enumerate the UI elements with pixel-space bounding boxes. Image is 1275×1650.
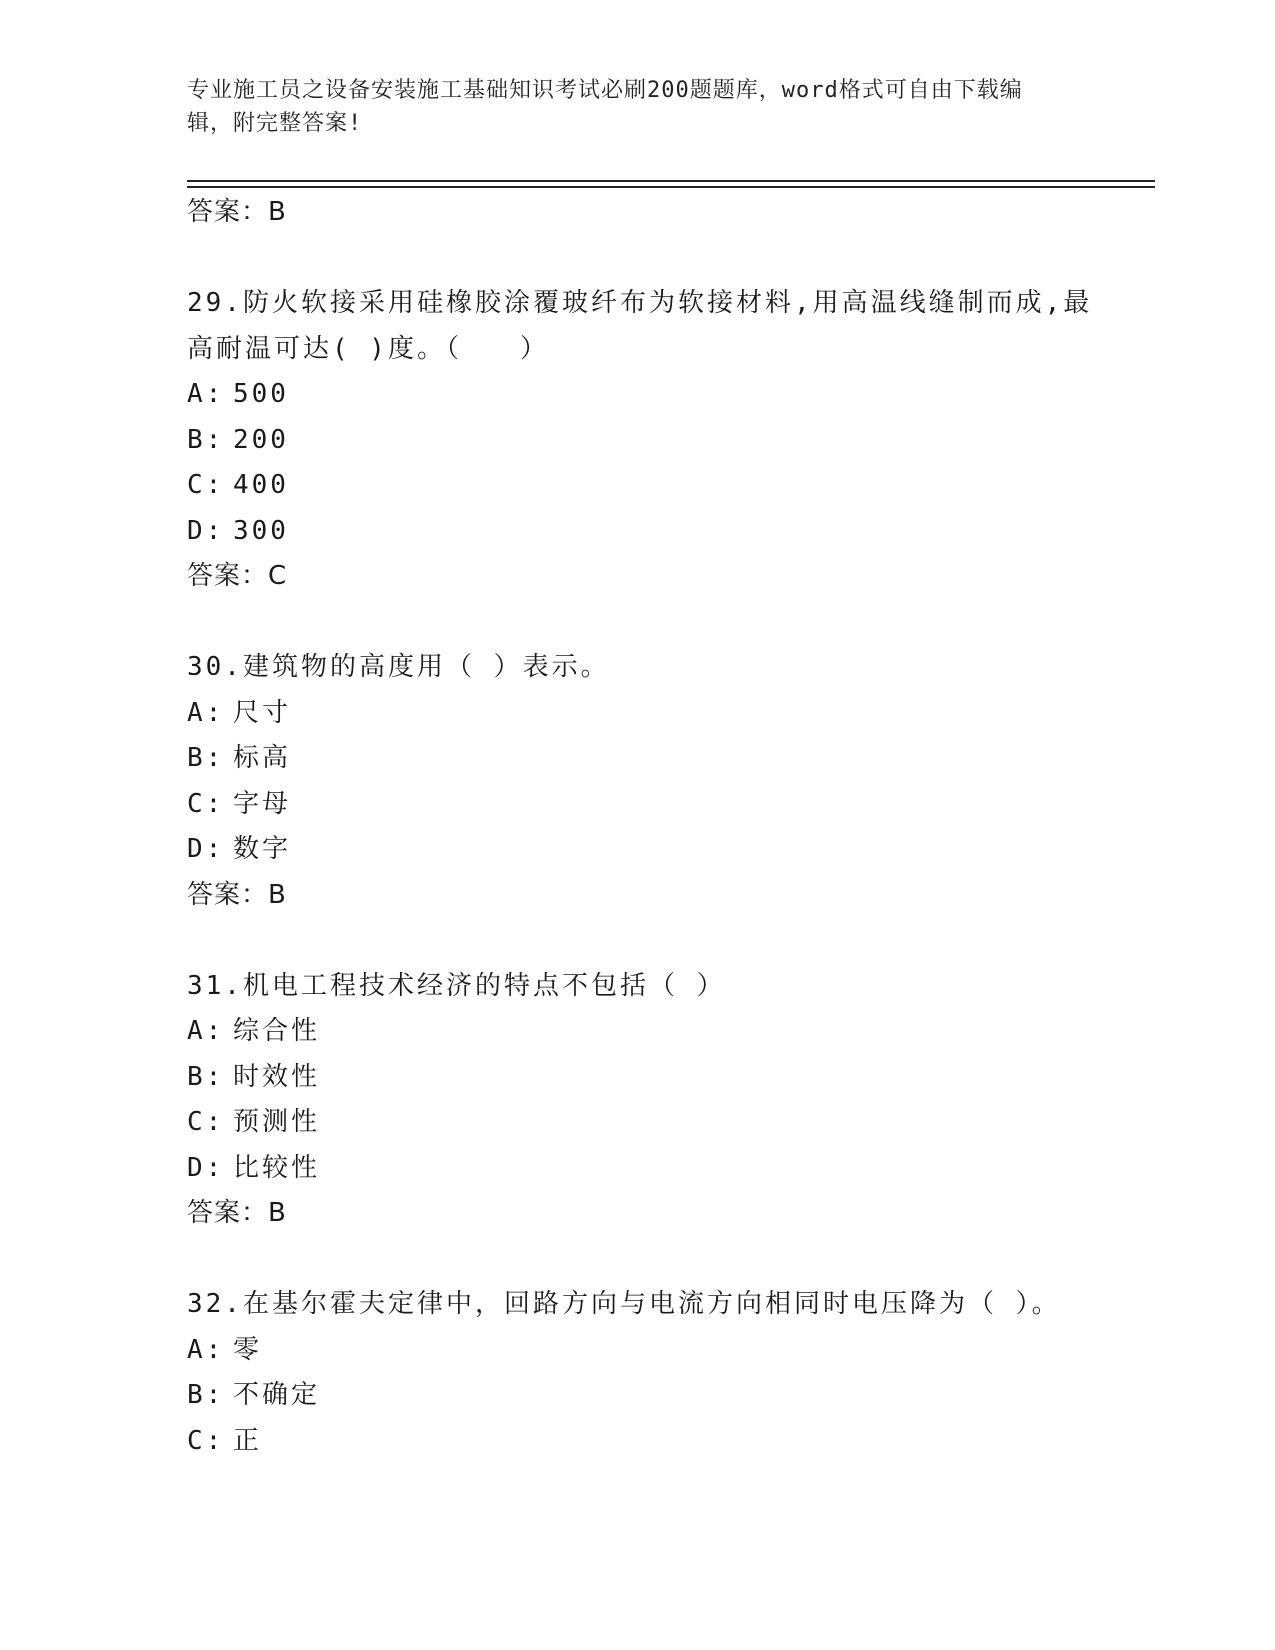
option-label: A: — [187, 1334, 225, 1365]
question-stem-continuation: 高耐温可达( )度。（ ） — [187, 333, 549, 364]
option-text: 时效性 — [233, 1061, 321, 1092]
header-divider-top — [187, 180, 1155, 182]
document-body — [187, 190, 1093, 1464]
spacer — [187, 600, 1087, 646]
question-32 — [187, 1282, 1087, 1464]
option-text: 400 — [233, 470, 289, 500]
option-label: C: — [187, 1107, 225, 1137]
option-label: B: — [187, 1061, 225, 1092]
option-c — [187, 1100, 1087, 1146]
answer-line: 答案：B — [187, 1198, 287, 1228]
option-label: D: — [187, 1152, 225, 1183]
option-text: 比较性 — [233, 1152, 321, 1183]
option-text: 尺寸 — [233, 697, 292, 728]
question-stem: 30.建筑物的高度用（ ）表示。 — [187, 652, 610, 682]
option-text: 500 — [233, 379, 289, 409]
option-label: B: — [187, 424, 225, 455]
spacer — [187, 918, 1087, 964]
spacer — [187, 1237, 1087, 1283]
header-divider-bottom — [187, 186, 1155, 188]
option-d — [187, 1146, 1087, 1192]
option-a — [187, 1328, 1087, 1374]
option-text: 零 — [233, 1334, 263, 1365]
option-label: C: — [187, 788, 225, 819]
option-text: 不确定 — [233, 1380, 321, 1410]
option-label: A: — [187, 1016, 225, 1046]
option-c — [187, 463, 1087, 509]
option-label: D: — [187, 834, 225, 864]
option-text: 字母 — [233, 788, 292, 819]
option-label: A: — [187, 379, 225, 409]
option-a — [187, 1009, 1087, 1055]
answer-line: 答案：B — [187, 197, 287, 227]
option-a — [187, 372, 1087, 418]
question-31 — [187, 964, 1087, 1237]
option-text: 正 — [233, 1425, 263, 1456]
question-stem: 29.防火软接采用硅橡胶涂覆玻纤布为软接材料,用高温线缝制而成,最 — [187, 288, 1093, 318]
document-header: 专业施工员之设备安装施工基础知识考试必刷200题题库，word格式可自由下载编辑，附完整答案! — [187, 78, 1023, 136]
option-label: B: — [187, 1380, 225, 1410]
question-29 — [187, 281, 1093, 600]
question-30 — [187, 645, 1087, 918]
option-text: 综合性 — [233, 1016, 321, 1046]
option-b — [187, 736, 1087, 782]
option-text: 200 — [233, 424, 289, 455]
option-label: A: — [187, 697, 225, 728]
option-label: D: — [187, 515, 225, 546]
option-label: C: — [187, 1425, 225, 1456]
spacer — [187, 236, 1087, 282]
answer-line: 答案：B — [187, 879, 287, 910]
option-c — [187, 782, 1087, 828]
question-stem: 31.机电工程技术经济的特点不包括（ ） — [187, 970, 726, 1001]
option-a — [187, 691, 1087, 737]
option-label: C: — [187, 470, 225, 500]
option-b — [187, 1373, 1087, 1419]
answer-line: 答案：C — [187, 561, 288, 591]
option-d — [187, 509, 1087, 555]
option-text: 300 — [233, 515, 289, 546]
option-text: 数字 — [233, 834, 292, 864]
option-text: 预测性 — [233, 1107, 321, 1137]
option-d — [187, 827, 1087, 873]
option-c — [187, 1419, 1087, 1465]
option-b — [187, 418, 1087, 464]
option-text: 标高 — [233, 743, 292, 773]
option-label: B: — [187, 743, 225, 773]
option-b — [187, 1055, 1087, 1101]
question-stem: 32.在基尔霍夫定律中，回路方向与电流方向相同时电压降为（ ）。 — [187, 1289, 1061, 1319]
